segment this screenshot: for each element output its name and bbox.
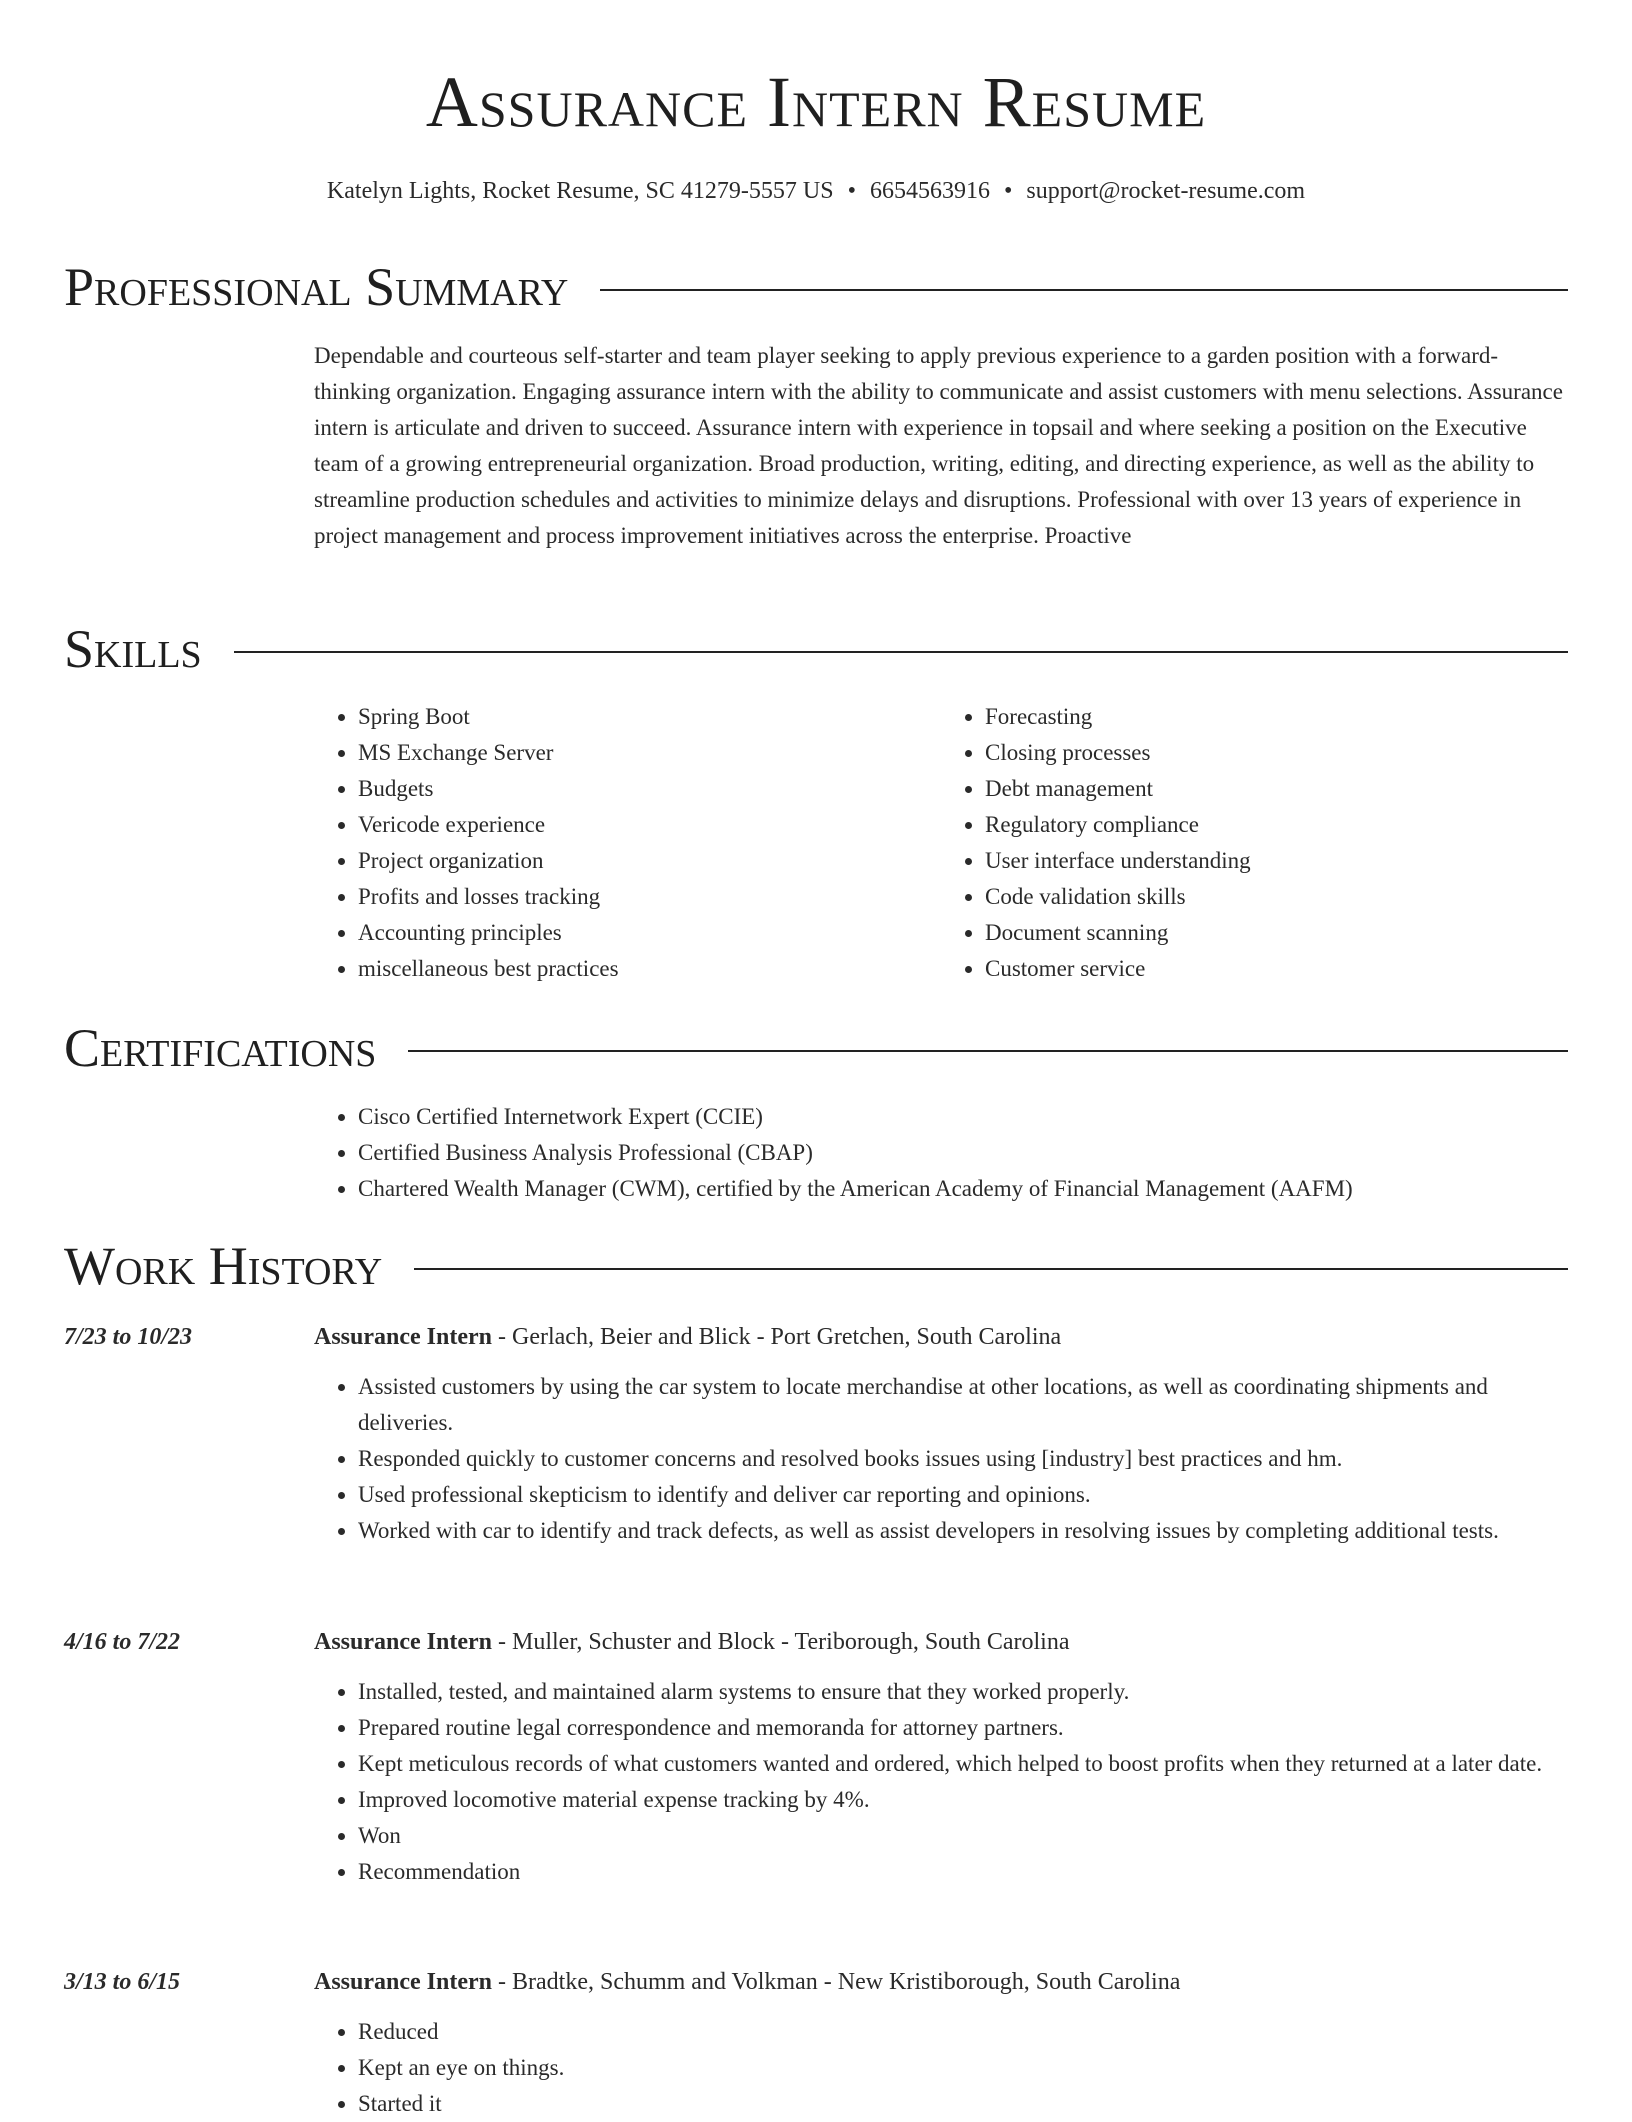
job-entry bbox=[64, 1624, 1568, 1890]
job-bullet: • Recommendation bbox=[358, 1854, 1568, 1890]
page-title: Assurance Intern Resume bbox=[425, 62, 1207, 142]
work-history-heading: Work History bbox=[64, 1236, 383, 1296]
skill-item: • Closing processes bbox=[985, 735, 1568, 771]
certification-item: • Certified Business Analysis Professional (CBAP) bbox=[358, 1135, 1568, 1171]
job-header bbox=[314, 1624, 1568, 1660]
skill-item: • Debt management bbox=[985, 771, 1568, 807]
skill-item: • User interface understanding bbox=[985, 843, 1568, 879]
job-bullet: • Reduced bbox=[358, 2014, 1568, 2050]
job-bullet: • Prepared routine legal correspondence and memoranda for attorney partners. bbox=[358, 1710, 1568, 1746]
certifications-section bbox=[314, 1099, 1568, 1207]
certification-item: • Cisco Certified Internetwork Expert (CCIE) bbox=[358, 1099, 1568, 1135]
contact-phone: 6654563916 bbox=[869, 178, 990, 204]
skill-item: • Project organization bbox=[358, 843, 941, 879]
job-dates: 3/13 to 6/15 bbox=[64, 1969, 181, 1995]
job-header bbox=[314, 1319, 1568, 1355]
job-header bbox=[314, 1964, 1568, 2000]
summary-section bbox=[314, 338, 1568, 554]
skill-item: • Profits and losses tracking bbox=[358, 879, 941, 915]
section-divider bbox=[414, 1268, 1568, 1270]
skills-list-right bbox=[941, 699, 1568, 987]
job-entry bbox=[64, 1319, 1568, 1549]
job-bullets bbox=[314, 1369, 1568, 1549]
job-title: Assurance Intern bbox=[314, 1969, 492, 1995]
skill-item: • MS Exchange Server bbox=[358, 735, 941, 771]
skill-item: • Accounting principles bbox=[358, 915, 941, 951]
contact-email: support@rocket-resume.com bbox=[1026, 178, 1306, 204]
job-bullets bbox=[314, 2014, 1568, 2122]
job-bullet: • Won bbox=[358, 1818, 1568, 1854]
job-bullet: • Assisted customers by using the car system to locate merchandise at other locations, as well as coordinating shipments and deliveries. bbox=[358, 1369, 1568, 1441]
job-bullet: • Used professional skepticism to identify and deliver car reporting and opinions. bbox=[358, 1477, 1568, 1513]
job-bullet: • Responded quickly to customer concerns and resolved books issues using [industry] best practices and hm. bbox=[358, 1441, 1568, 1477]
skills-section bbox=[314, 699, 1568, 987]
job-entry bbox=[64, 1964, 1568, 2122]
skill-item: • Document scanning bbox=[985, 915, 1568, 951]
job-bullet: • Kept meticulous records of what customers wanted and ordered, which helped to boost profits when they returned at a later date. bbox=[358, 1746, 1568, 1782]
contact-separator: • bbox=[847, 178, 856, 204]
job-bullet: • Worked with car to identify and track defects, as well as assist developers in resolving issues by completing additional tests. bbox=[358, 1513, 1568, 1549]
skill-item: • Vericode experience bbox=[358, 807, 941, 843]
skill-item: • Forecasting bbox=[985, 699, 1568, 735]
job-dates: 4/16 to 7/22 bbox=[64, 1629, 181, 1655]
contact-separator: • bbox=[1003, 178, 1013, 204]
section-divider bbox=[408, 1050, 1568, 1052]
skills-section-header bbox=[64, 617, 1568, 681]
certification-item: • Chartered Wealth Manager (CWM), certified by the American Academy of Financial Management (AAFM) bbox=[358, 1171, 1568, 1207]
job-title: Assurance Intern bbox=[314, 1324, 492, 1350]
job-employer-location: - Gerlach, Beier and Blick - Port Gretchen, South Carolina bbox=[492, 1324, 1062, 1350]
contact-address: Katelyn Lights, Rocket Resume, SC 41279-5557 US bbox=[326, 178, 834, 204]
summary-heading: Professional Summary bbox=[64, 257, 569, 317]
contact-line bbox=[0, 173, 1632, 209]
certifications-section-header bbox=[64, 1016, 1568, 1080]
summary-section-header bbox=[64, 255, 1568, 319]
skill-item: • Spring Boot bbox=[358, 699, 941, 735]
job-bullet: • Installed, tested, and maintained alarm systems to ensure that they worked properly. bbox=[358, 1674, 1568, 1710]
job-bullets bbox=[314, 1674, 1568, 1890]
section-divider bbox=[600, 289, 1568, 291]
job-bullet: • Kept an eye on things. bbox=[358, 2050, 1568, 2086]
section-divider bbox=[234, 651, 1568, 653]
skills-heading: Skills bbox=[64, 619, 202, 679]
work-history-section-header bbox=[64, 1234, 1568, 1298]
skill-item: • Regulatory compliance bbox=[985, 807, 1568, 843]
certifications-list bbox=[314, 1099, 1568, 1207]
skill-item: • Code validation skills bbox=[985, 879, 1568, 915]
job-bullet: • Improved locomotive material expense tracking by 4%. bbox=[358, 1782, 1568, 1818]
certifications-heading: Certifications bbox=[64, 1018, 377, 1078]
job-title: Assurance Intern bbox=[314, 1629, 492, 1655]
skills-list-left bbox=[314, 699, 941, 987]
job-employer-location: - Bradtke, Schumm and Volkman - New Kristiborough, South Carolina bbox=[492, 1969, 1181, 1995]
skill-item: • Customer service bbox=[985, 951, 1568, 987]
skill-item: • Budgets bbox=[358, 771, 941, 807]
job-bullet: • Started it bbox=[358, 2086, 1568, 2122]
job-employer-location: - Muller, Schuster and Block - Teriborough, South Carolina bbox=[492, 1629, 1070, 1655]
summary-text: Dependable and courteous self-starter and team player seeking to apply previous experience to a garden position with a forward-thinking organization. Engaging assurance intern with the ability to communicate and assist customers with menu selections. Assurance intern is articulate and driven to succeed. Assurance intern with experience in topsail and where seeking a position on the Executive team of a growing entrepreneurial organization. Broad production, writing, editing, and directing experience, as well as the ability to streamline production schedules and activities to minimize delays and disruptions. Professional with over 13 years of experience in project management and process improvement initiatives across the enterprise. Proactive bbox=[314, 343, 1563, 548]
skill-item: • miscellaneous best practices bbox=[358, 951, 941, 987]
job-dates: 7/23 to 10/23 bbox=[64, 1324, 193, 1350]
